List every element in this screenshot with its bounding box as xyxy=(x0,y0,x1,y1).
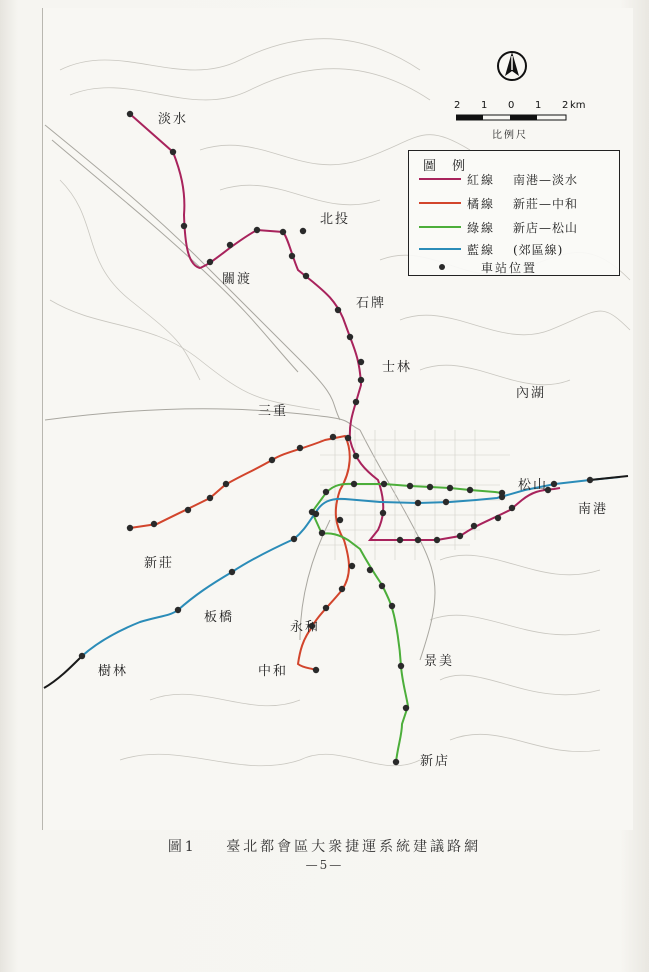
station-dot[interactable] xyxy=(467,487,473,493)
place-label-banqiao: 板橋 xyxy=(204,610,235,625)
station-dot[interactable] xyxy=(280,229,286,235)
station-dot[interactable] xyxy=(297,445,303,451)
scale-unit-label: km xyxy=(570,100,586,111)
station-dot[interactable] xyxy=(313,667,319,673)
legend-item-blue xyxy=(419,241,563,257)
station-dot-icon xyxy=(439,264,445,270)
station-dot[interactable] xyxy=(353,399,359,405)
legend-line-name: 綠線 xyxy=(467,220,496,235)
legend-line-name: 紅線 xyxy=(467,172,496,187)
figure-caption xyxy=(0,836,649,856)
place-label-xindian: 新店 xyxy=(420,754,451,769)
station-dot[interactable] xyxy=(447,485,453,491)
terrain-contours xyxy=(50,39,630,766)
station-dot[interactable] xyxy=(415,537,421,543)
station-dot[interactable] xyxy=(229,569,235,575)
scale-tick-label: 1 xyxy=(535,100,542,111)
station-dot[interactable] xyxy=(367,567,373,573)
place-label-tamsui: 淡水 xyxy=(158,112,189,127)
place-label-shulin: 樹林 xyxy=(98,664,129,679)
station-dot[interactable] xyxy=(495,515,501,521)
legend-line-name: 橘線 xyxy=(467,196,496,211)
legend-line-route: 南港—淡水 xyxy=(513,172,579,187)
legend-line-route: (郊區線) xyxy=(513,242,564,257)
place-label-sanchong: 三重 xyxy=(258,404,289,419)
place-label-xinzhuang: 新莊 xyxy=(144,556,175,571)
station-dot[interactable] xyxy=(79,653,85,659)
station-dot[interactable] xyxy=(291,536,297,542)
place-label-zhonghe: 中和 xyxy=(258,664,289,679)
station-dot[interactable] xyxy=(170,149,176,155)
station-dot[interactable] xyxy=(339,586,345,592)
station-dot[interactable] xyxy=(587,477,593,483)
station-dot[interactable] xyxy=(323,605,329,611)
station-dot[interactable] xyxy=(397,537,403,543)
station-dot[interactable] xyxy=(403,705,409,711)
station-dot[interactable] xyxy=(254,227,260,233)
station-dot[interactable] xyxy=(345,435,351,441)
station-dot[interactable] xyxy=(407,483,413,489)
station-dot[interactable] xyxy=(389,603,395,609)
scale-bar-graphic xyxy=(456,114,568,122)
place-label-neihu: 內湖 xyxy=(516,386,547,401)
station-dot[interactable] xyxy=(289,253,295,259)
station-dot[interactable] xyxy=(175,607,181,613)
legend-item-station xyxy=(419,259,537,275)
station-dot[interactable] xyxy=(127,111,133,117)
station-dot[interactable] xyxy=(347,334,353,340)
station-dot[interactable] xyxy=(457,533,463,539)
scale-tick-label: 2 xyxy=(454,100,461,111)
station-dot[interactable] xyxy=(207,259,213,265)
legend-item-green xyxy=(419,219,578,235)
rivers xyxy=(45,125,435,660)
north-arrow-icon xyxy=(496,48,528,90)
station-dot[interactable] xyxy=(358,359,364,365)
station-dot[interactable] xyxy=(269,457,275,463)
place-label-nangang: 南港 xyxy=(578,502,609,517)
map-legend xyxy=(408,150,620,276)
station-dot[interactable] xyxy=(443,499,449,505)
station-dot[interactable] xyxy=(337,517,343,523)
station-dot[interactable] xyxy=(393,759,399,765)
scale-bar xyxy=(454,100,584,140)
station-dot[interactable] xyxy=(223,481,229,487)
place-label-jingmei: 景美 xyxy=(424,654,455,669)
figure-title: 臺北都會區大衆捷運系統建議路網 xyxy=(226,839,482,855)
station-dot[interactable] xyxy=(358,377,364,383)
station-dot[interactable] xyxy=(207,495,213,501)
station-dot[interactable] xyxy=(127,525,133,531)
blue-line-west-extension xyxy=(44,656,82,688)
legend-line-route: 新莊—中和 xyxy=(513,196,579,211)
blue-line-east-extension xyxy=(590,476,628,480)
scale-caption: 比例尺 xyxy=(492,130,528,141)
legend-title: 圖 例 xyxy=(423,159,472,174)
scale-tick-label: 0 xyxy=(508,100,515,111)
figure-number: 圖1 xyxy=(167,839,197,855)
place-label-guandu: 關渡 xyxy=(222,272,253,287)
station-dot[interactable] xyxy=(227,242,233,248)
station-dot[interactable] xyxy=(319,530,325,536)
station-dot[interactable] xyxy=(303,273,309,279)
station-dot[interactable] xyxy=(379,583,385,589)
station-dot[interactable] xyxy=(398,663,404,669)
station-dot[interactable] xyxy=(434,537,440,543)
station-dot[interactable] xyxy=(181,223,187,229)
place-label-shilin: 士林 xyxy=(382,360,413,375)
station-dot[interactable] xyxy=(351,481,357,487)
legend-line-name: 藍線 xyxy=(467,242,496,257)
scale-tick-label: 2 xyxy=(562,100,569,111)
station-dot[interactable] xyxy=(349,563,355,569)
station-dot[interactable] xyxy=(381,481,387,487)
place-label-beitou: 北投 xyxy=(320,212,351,227)
station-dot[interactable] xyxy=(509,505,515,511)
station-dot[interactable] xyxy=(551,481,557,487)
station-dot[interactable] xyxy=(335,307,341,313)
legend-swatch xyxy=(419,248,461,250)
legend-swatch xyxy=(419,178,461,180)
station-dot[interactable] xyxy=(330,434,336,440)
legend-swatch xyxy=(419,202,461,204)
station-dot[interactable] xyxy=(313,511,319,517)
station-dot[interactable] xyxy=(427,484,433,490)
legend-swatch xyxy=(419,226,461,228)
legend-item-orange xyxy=(419,195,578,211)
page-number: —5— xyxy=(305,858,344,872)
place-label-songshan: 松山 xyxy=(518,478,549,493)
station-dot[interactable] xyxy=(499,494,505,500)
place-label-shipai: 石牌 xyxy=(356,296,387,311)
station-dot[interactable] xyxy=(151,521,157,527)
legend-line-route: 新店—松山 xyxy=(513,220,579,235)
place-label-yonghe: 永和 xyxy=(290,620,321,635)
legend-item-red xyxy=(419,171,578,187)
station-dot[interactable] xyxy=(415,500,421,506)
station-dot[interactable] xyxy=(300,228,306,234)
station-dot[interactable] xyxy=(185,507,191,513)
station-dot[interactable] xyxy=(471,523,477,529)
station-dot[interactable] xyxy=(353,453,359,459)
scale-tick-label: 1 xyxy=(481,100,488,111)
station-dot[interactable] xyxy=(323,489,329,495)
legend-station-label: 車站位置 xyxy=(481,260,538,275)
station-dot[interactable] xyxy=(380,510,386,516)
